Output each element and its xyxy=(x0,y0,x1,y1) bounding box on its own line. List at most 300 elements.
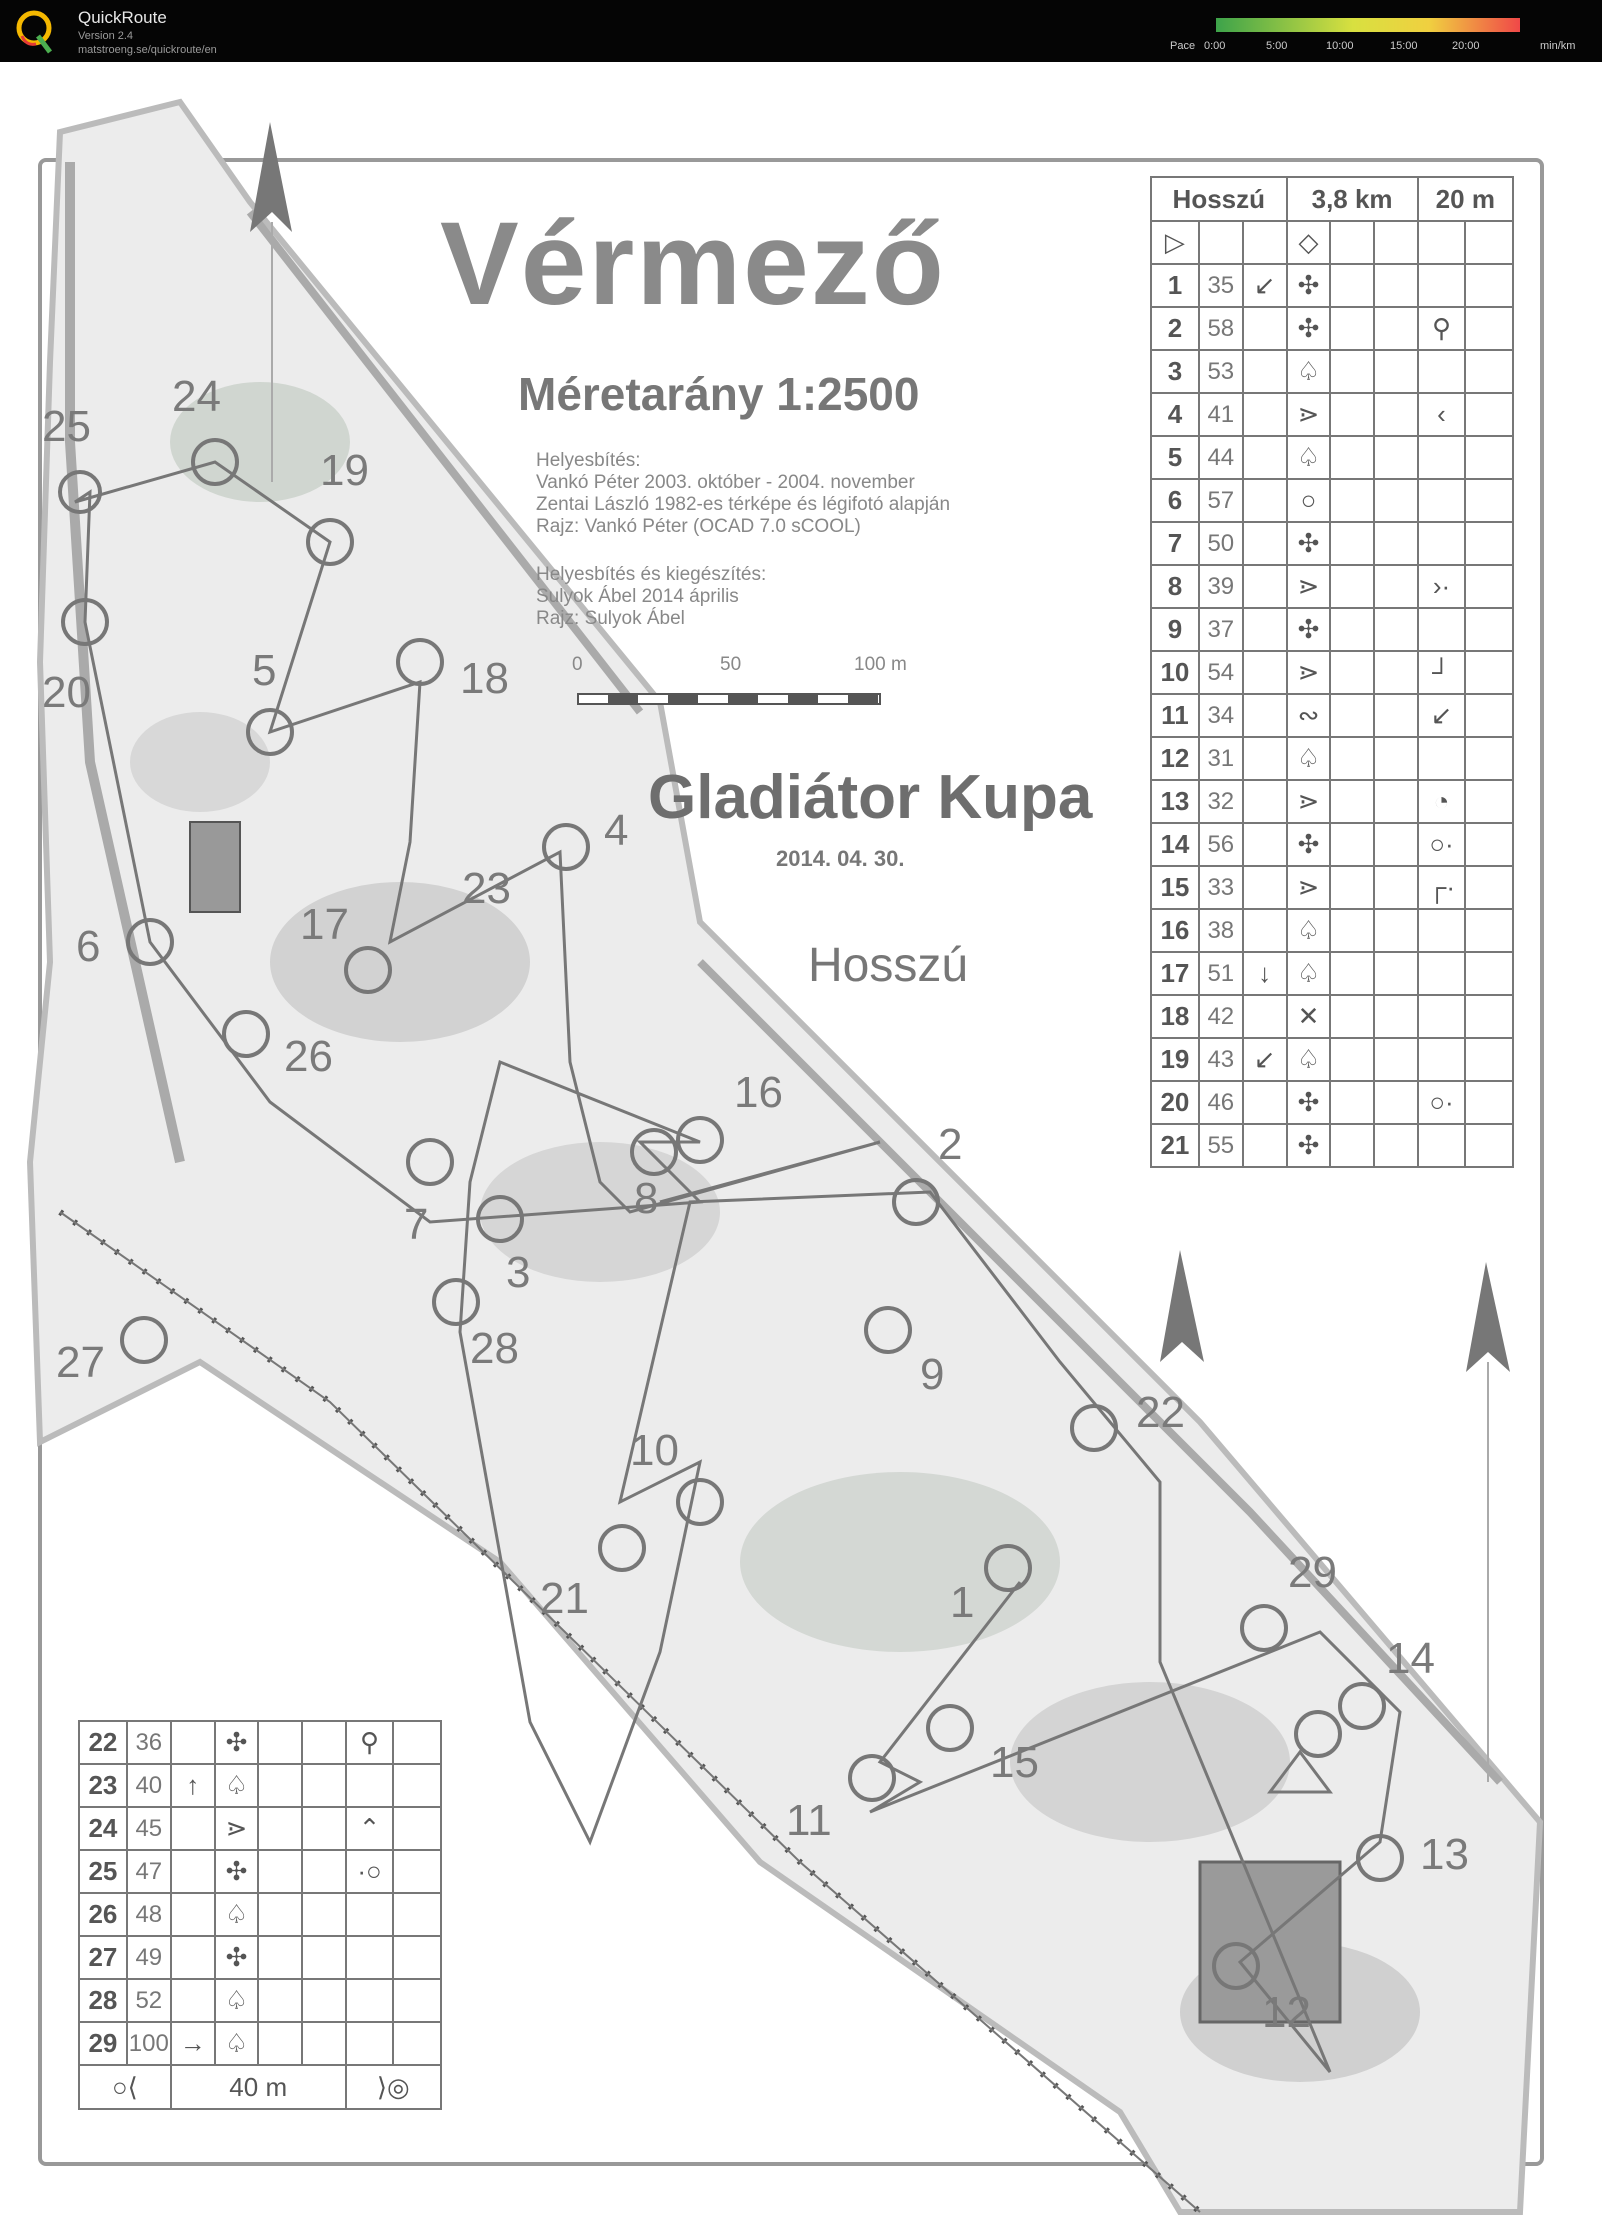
header-course: Hosszú xyxy=(1151,177,1287,221)
location-detail: ·○ xyxy=(346,1850,394,1893)
location-detail xyxy=(346,1893,394,1936)
control-code: 53 xyxy=(1199,350,1243,393)
which-of-similar xyxy=(171,1893,215,1936)
appearance xyxy=(1330,522,1374,565)
appearance xyxy=(258,2022,302,2065)
dimensions xyxy=(1374,522,1418,565)
control-label: 15 xyxy=(990,1738,1039,1787)
which-of-similar xyxy=(1243,393,1287,436)
control-number: 16 xyxy=(1151,909,1199,952)
location-detail xyxy=(1418,522,1466,565)
description-row xyxy=(1151,694,1513,737)
control-number: 25 xyxy=(79,1850,127,1893)
control-code: 37 xyxy=(1199,608,1243,651)
feature-symbol-icon: ♤ xyxy=(1287,436,1331,479)
description-row xyxy=(1151,952,1513,995)
location-detail: ⚲ xyxy=(346,1721,394,1764)
feature-symbol-icon: ♤ xyxy=(1287,1038,1331,1081)
control-label: 23 xyxy=(462,864,511,913)
control-number: 4 xyxy=(1151,393,1199,436)
dimensions xyxy=(302,1721,346,1764)
control-number: 22 xyxy=(79,1721,127,1764)
location-detail xyxy=(1418,436,1466,479)
dimensions xyxy=(1374,565,1418,608)
control-label: 19 xyxy=(320,446,369,495)
appearance xyxy=(1330,436,1374,479)
control-code: 32 xyxy=(1199,780,1243,823)
appearance xyxy=(1330,608,1374,651)
description-row xyxy=(79,1721,441,1764)
location-detail: ⚲ xyxy=(1418,307,1466,350)
dimensions xyxy=(1374,479,1418,522)
control-number: 8 xyxy=(1151,565,1199,608)
control-number: 1 xyxy=(1151,264,1199,307)
which-of-similar xyxy=(1243,651,1287,694)
other-info xyxy=(1465,436,1513,479)
which-of-similar xyxy=(171,1979,215,2022)
dimensions xyxy=(302,2022,346,2065)
dimensions xyxy=(302,1807,346,1850)
control-code: 35 xyxy=(1199,264,1243,307)
which-of-similar xyxy=(1243,608,1287,651)
which-of-similar xyxy=(1243,866,1287,909)
finish-circle-icon: ⟩◎ xyxy=(346,2065,441,2109)
dimensions xyxy=(1374,866,1418,909)
appearance xyxy=(1330,909,1374,952)
description-row xyxy=(1151,651,1513,694)
other-info xyxy=(393,1936,441,1979)
control-label: 16 xyxy=(734,1068,783,1117)
feature-symbol-icon: ⋗ xyxy=(215,1807,259,1850)
control-code: 42 xyxy=(1199,995,1243,1038)
other-info xyxy=(393,1764,441,1807)
feature-symbol-icon: ⋗ xyxy=(1287,780,1331,823)
pace-label: Pace xyxy=(1170,40,1196,52)
location-detail: ┌· xyxy=(1418,866,1466,909)
which-of-similar xyxy=(171,1721,215,1764)
appearance xyxy=(1330,866,1374,909)
feature-symbol-icon: ✣ xyxy=(215,1721,259,1764)
start-row xyxy=(1151,221,1513,264)
description-row xyxy=(79,2022,441,2065)
control-number: 13 xyxy=(1151,780,1199,823)
appearance xyxy=(1330,780,1374,823)
appearance xyxy=(1330,393,1374,436)
other-info xyxy=(393,1893,441,1936)
which-of-similar xyxy=(1243,737,1287,780)
other-info xyxy=(393,1979,441,2022)
control-label: 29 xyxy=(1288,1548,1337,1597)
control-code: 47 xyxy=(127,1850,171,1893)
other-info xyxy=(393,1850,441,1893)
which-of-similar: ↙ xyxy=(1243,264,1287,307)
location-detail xyxy=(1418,909,1466,952)
other-info xyxy=(1465,995,1513,1038)
map-title: Vérmező xyxy=(440,198,946,330)
control-code: 57 xyxy=(1199,479,1243,522)
control-label: 28 xyxy=(470,1324,519,1373)
description-header xyxy=(1151,177,1513,221)
credits-block-2: Helyesbítés és kiegészítés: Sulyok Ábel 2014 április Rajz: Sulyok Ábel xyxy=(536,564,767,629)
location-detail: ┘ xyxy=(1418,651,1466,694)
control-code: 100 xyxy=(127,2022,171,2065)
dimensions xyxy=(1374,1038,1418,1081)
control-number: 26 xyxy=(79,1893,127,1936)
control-code: 40 xyxy=(127,1764,171,1807)
feature-symbol-icon: ✣ xyxy=(1287,823,1331,866)
dimensions xyxy=(302,1979,346,2022)
orienteering-map[interactable] xyxy=(0,62,1602,2239)
control-label: 18 xyxy=(460,654,509,703)
control-number: 19 xyxy=(1151,1038,1199,1081)
control-code: 56 xyxy=(1199,823,1243,866)
description-row xyxy=(1151,522,1513,565)
description-row xyxy=(1151,737,1513,780)
dimensions xyxy=(1374,780,1418,823)
which-of-similar xyxy=(1243,909,1287,952)
dimensions xyxy=(302,1850,346,1893)
other-info xyxy=(1465,866,1513,909)
description-row xyxy=(1151,780,1513,823)
appearance xyxy=(1330,264,1374,307)
control-code: 38 xyxy=(1199,909,1243,952)
scalebar-label-100: 100 m xyxy=(854,654,907,675)
control-code: 31 xyxy=(1199,737,1243,780)
dimensions xyxy=(1374,264,1418,307)
credits-block-1: Helyesbítés: Vankó Péter 2003. október - 2004. november Zentai László 1982-es térképe és légifotó alapján Rajz: Vankó Péter (OCAD 7.0 sCOOL) xyxy=(536,450,951,537)
other-info xyxy=(1465,909,1513,952)
control-code: 34 xyxy=(1199,694,1243,737)
control-label: 26 xyxy=(284,1032,333,1081)
event-date: 2014. 04. 30. xyxy=(776,846,905,871)
appearance xyxy=(1330,651,1374,694)
course-name: Hosszú xyxy=(808,939,969,992)
location-detail xyxy=(1418,737,1466,780)
other-info xyxy=(1465,651,1513,694)
control-number: 5 xyxy=(1151,436,1199,479)
appearance xyxy=(1330,479,1374,522)
other-info xyxy=(1465,393,1513,436)
control-label: 8 xyxy=(634,1174,659,1223)
description-row xyxy=(1151,608,1513,651)
pace-tick: 20:00 xyxy=(1452,40,1480,52)
other-info xyxy=(393,1807,441,1850)
control-label: 17 xyxy=(300,900,349,949)
control-label: 13 xyxy=(1420,1830,1469,1879)
appearance xyxy=(258,1807,302,1850)
feature-symbol-icon: ♤ xyxy=(1287,952,1331,995)
feature-symbol-icon: ✣ xyxy=(1287,264,1331,307)
appearance xyxy=(258,1721,302,1764)
dimensions xyxy=(1374,995,1418,1038)
feature-symbol-icon: ✣ xyxy=(1287,1124,1331,1167)
control-number: 29 xyxy=(79,2022,127,2065)
other-info xyxy=(1465,1081,1513,1124)
location-detail xyxy=(346,1764,394,1807)
which-of-similar: → xyxy=(171,2022,215,2065)
appearance xyxy=(1330,350,1374,393)
location-detail: ↙ xyxy=(1418,694,1466,737)
other-info xyxy=(1465,522,1513,565)
app-name: QuickRoute xyxy=(78,8,167,27)
which-of-similar xyxy=(171,1936,215,1979)
control-code: 48 xyxy=(127,1893,171,1936)
description-row xyxy=(1151,264,1513,307)
finish-distance: 40 m xyxy=(171,2065,346,2109)
dimensions xyxy=(1374,307,1418,350)
which-of-similar: ↓ xyxy=(1243,952,1287,995)
control-code: 58 xyxy=(1199,307,1243,350)
control-label: 6 xyxy=(76,922,101,971)
description-row xyxy=(1151,1124,1513,1167)
dimensions xyxy=(302,1764,346,1807)
which-of-similar xyxy=(1243,479,1287,522)
control-number: 21 xyxy=(1151,1124,1199,1167)
control-number: 24 xyxy=(79,1807,127,1850)
control-label: 20 xyxy=(42,668,91,717)
header-length: 3,8 km xyxy=(1287,177,1418,221)
finish-row xyxy=(79,2065,441,2109)
appearance xyxy=(1330,694,1374,737)
control-number: 6 xyxy=(1151,479,1199,522)
dimensions xyxy=(302,1893,346,1936)
which-of-similar xyxy=(1243,307,1287,350)
other-info xyxy=(1465,350,1513,393)
description-row xyxy=(1151,565,1513,608)
description-row xyxy=(1151,307,1513,350)
appearance xyxy=(1330,823,1374,866)
description-row xyxy=(1151,393,1513,436)
which-of-similar xyxy=(1243,565,1287,608)
control-description-table-continued xyxy=(78,1720,442,2110)
pace-color-scale xyxy=(1216,18,1520,32)
feature-symbol-icon: ✣ xyxy=(215,1936,259,1979)
location-detail: ○· xyxy=(1418,1081,1466,1124)
other-info xyxy=(393,1721,441,1764)
description-row xyxy=(1151,909,1513,952)
control-number: 23 xyxy=(79,1764,127,1807)
feature-symbol-icon: ♤ xyxy=(215,2022,259,2065)
description-row xyxy=(1151,436,1513,479)
app-version: Version 2.4 xyxy=(78,30,134,42)
control-number: 27 xyxy=(79,1936,127,1979)
control-code: 51 xyxy=(1199,952,1243,995)
feature-symbol-icon: ✣ xyxy=(1287,1081,1331,1124)
feature-symbol-icon: ✣ xyxy=(1287,608,1331,651)
scalebar-label-0: 0 xyxy=(572,654,583,675)
dimensions xyxy=(1374,1081,1418,1124)
appearance xyxy=(1330,737,1374,780)
control-number: 3 xyxy=(1151,350,1199,393)
control-number: 9 xyxy=(1151,608,1199,651)
feature-symbol-icon: ⋗ xyxy=(1287,651,1331,694)
which-of-similar xyxy=(1243,436,1287,479)
feature-symbol-icon: ♤ xyxy=(215,1764,259,1807)
control-number: 11 xyxy=(1151,694,1199,737)
location-detail xyxy=(346,2022,394,2065)
control-label: 11 xyxy=(786,1796,832,1845)
feature-symbol-icon: ✣ xyxy=(1287,522,1331,565)
other-info xyxy=(1465,264,1513,307)
quickroute-logo-icon xyxy=(14,6,58,56)
feature-symbol-icon: ✣ xyxy=(1287,307,1331,350)
description-row xyxy=(1151,1038,1513,1081)
control-label: 5 xyxy=(252,646,277,695)
appearance xyxy=(258,1979,302,2022)
dimensions xyxy=(1374,350,1418,393)
control-label: 25 xyxy=(42,402,91,451)
control-label: 2 xyxy=(938,1120,963,1169)
feature-symbol-icon: ∾ xyxy=(1287,694,1331,737)
which-of-similar: ↙ xyxy=(1243,1038,1287,1081)
feature-symbol-icon: ⋗ xyxy=(1287,866,1331,909)
dimensions xyxy=(1374,393,1418,436)
which-of-similar xyxy=(1243,350,1287,393)
control-label: 4 xyxy=(604,806,629,855)
feature-symbol-icon: ✣ xyxy=(215,1850,259,1893)
control-code: 49 xyxy=(127,1936,171,1979)
appearance xyxy=(258,1936,302,1979)
location-detail: ‹ xyxy=(1418,393,1466,436)
dimensions xyxy=(1374,952,1418,995)
control-code: 39 xyxy=(1199,565,1243,608)
dimensions xyxy=(1374,436,1418,479)
which-of-similar xyxy=(1243,1124,1287,1167)
other-info xyxy=(1465,1038,1513,1081)
which-of-similar xyxy=(1243,823,1287,866)
location-detail xyxy=(1418,479,1466,522)
control-label: 10 xyxy=(630,1426,679,1475)
location-detail xyxy=(1418,350,1466,393)
control-label: 9 xyxy=(920,1350,945,1399)
pace-tick: 5:00 xyxy=(1266,40,1288,52)
appearance xyxy=(1330,1081,1374,1124)
control-code: 54 xyxy=(1199,651,1243,694)
other-info xyxy=(1465,608,1513,651)
description-row xyxy=(79,1893,441,1936)
location-detail: ◔ xyxy=(1418,780,1466,823)
location-detail xyxy=(1418,1124,1466,1167)
pace-tick: 0:00 xyxy=(1204,40,1226,52)
control-label: 22 xyxy=(1136,1388,1185,1437)
control-number: 12 xyxy=(1151,737,1199,780)
control-code: 50 xyxy=(1199,522,1243,565)
location-detail xyxy=(1418,1038,1466,1081)
finish-start-icon: ○⟨ xyxy=(79,2065,171,2109)
which-of-similar xyxy=(1243,522,1287,565)
appearance xyxy=(258,1893,302,1936)
app-url[interactable]: matstroeng.se/quickroute/en xyxy=(78,44,217,56)
app-titlebar xyxy=(0,0,1602,62)
location-detail xyxy=(1418,995,1466,1038)
control-label: 21 xyxy=(540,1574,589,1623)
which-of-similar xyxy=(1243,780,1287,823)
dimensions xyxy=(1374,737,1418,780)
map-scale: Méretarány 1:2500 xyxy=(518,368,920,420)
control-code: 46 xyxy=(1199,1081,1243,1124)
location-detail xyxy=(1418,608,1466,651)
control-description-table xyxy=(1150,176,1514,1168)
control-code: 41 xyxy=(1199,393,1243,436)
other-info xyxy=(1465,565,1513,608)
feature-symbol-icon: ♤ xyxy=(215,1979,259,2022)
other-info xyxy=(393,2022,441,2065)
description-row xyxy=(1151,823,1513,866)
location-detail: ⌃ xyxy=(346,1807,394,1850)
dimensions xyxy=(1374,909,1418,952)
description-row xyxy=(79,1764,441,1807)
location-detail xyxy=(1418,952,1466,995)
description-row xyxy=(79,1979,441,2022)
control-number: 18 xyxy=(1151,995,1199,1038)
control-label: 24 xyxy=(172,372,221,421)
which-of-similar xyxy=(1243,694,1287,737)
feature-symbol-icon: ○ xyxy=(1287,479,1331,522)
control-code: 55 xyxy=(1199,1124,1243,1167)
which-of-similar xyxy=(1243,1081,1287,1124)
control-code: 45 xyxy=(127,1807,171,1850)
other-info xyxy=(1465,479,1513,522)
control-code: 43 xyxy=(1199,1038,1243,1081)
control-label: 3 xyxy=(506,1248,531,1297)
location-detail xyxy=(346,1936,394,1979)
appearance xyxy=(1330,565,1374,608)
control-label: 1 xyxy=(950,1578,975,1627)
feature-symbol-icon: ⋗ xyxy=(1287,393,1331,436)
other-info xyxy=(1465,737,1513,780)
control-code: 52 xyxy=(127,1979,171,2022)
description-row xyxy=(1151,479,1513,522)
control-number: 17 xyxy=(1151,952,1199,995)
which-of-similar xyxy=(171,1850,215,1893)
dimensions xyxy=(1374,694,1418,737)
location-detail xyxy=(346,1979,394,2022)
start-feature-icon: ◇ xyxy=(1287,221,1331,264)
which-of-similar xyxy=(1243,995,1287,1038)
event-name: Gladiátor Kupa xyxy=(648,763,1093,832)
description-row xyxy=(79,1807,441,1850)
description-row xyxy=(79,1850,441,1893)
appearance xyxy=(1330,995,1374,1038)
other-info xyxy=(1465,307,1513,350)
location-detail xyxy=(1418,264,1466,307)
appearance xyxy=(258,1764,302,1807)
description-row xyxy=(79,1936,441,1979)
control-number: 10 xyxy=(1151,651,1199,694)
description-row xyxy=(1151,1081,1513,1124)
dimensions xyxy=(1374,608,1418,651)
control-number: 20 xyxy=(1151,1081,1199,1124)
description-row xyxy=(1151,866,1513,909)
which-of-similar xyxy=(171,1807,215,1850)
start-triangle-icon: ▷ xyxy=(1151,221,1199,264)
feature-symbol-icon: ♤ xyxy=(1287,737,1331,780)
other-info xyxy=(1465,694,1513,737)
feature-symbol-icon: ♤ xyxy=(1287,909,1331,952)
other-info xyxy=(1465,823,1513,866)
other-info xyxy=(1465,780,1513,823)
control-code: 36 xyxy=(127,1721,171,1764)
appearance xyxy=(1330,952,1374,995)
scalebar-label-50: 50 xyxy=(720,654,742,675)
control-code: 33 xyxy=(1199,866,1243,909)
description-row xyxy=(1151,350,1513,393)
control-label: 27 xyxy=(56,1338,105,1387)
feature-symbol-icon: ♤ xyxy=(215,1893,259,1936)
pace-tick: 15:00 xyxy=(1390,40,1418,52)
control-number: 28 xyxy=(79,1979,127,2022)
appearance xyxy=(1330,1124,1374,1167)
